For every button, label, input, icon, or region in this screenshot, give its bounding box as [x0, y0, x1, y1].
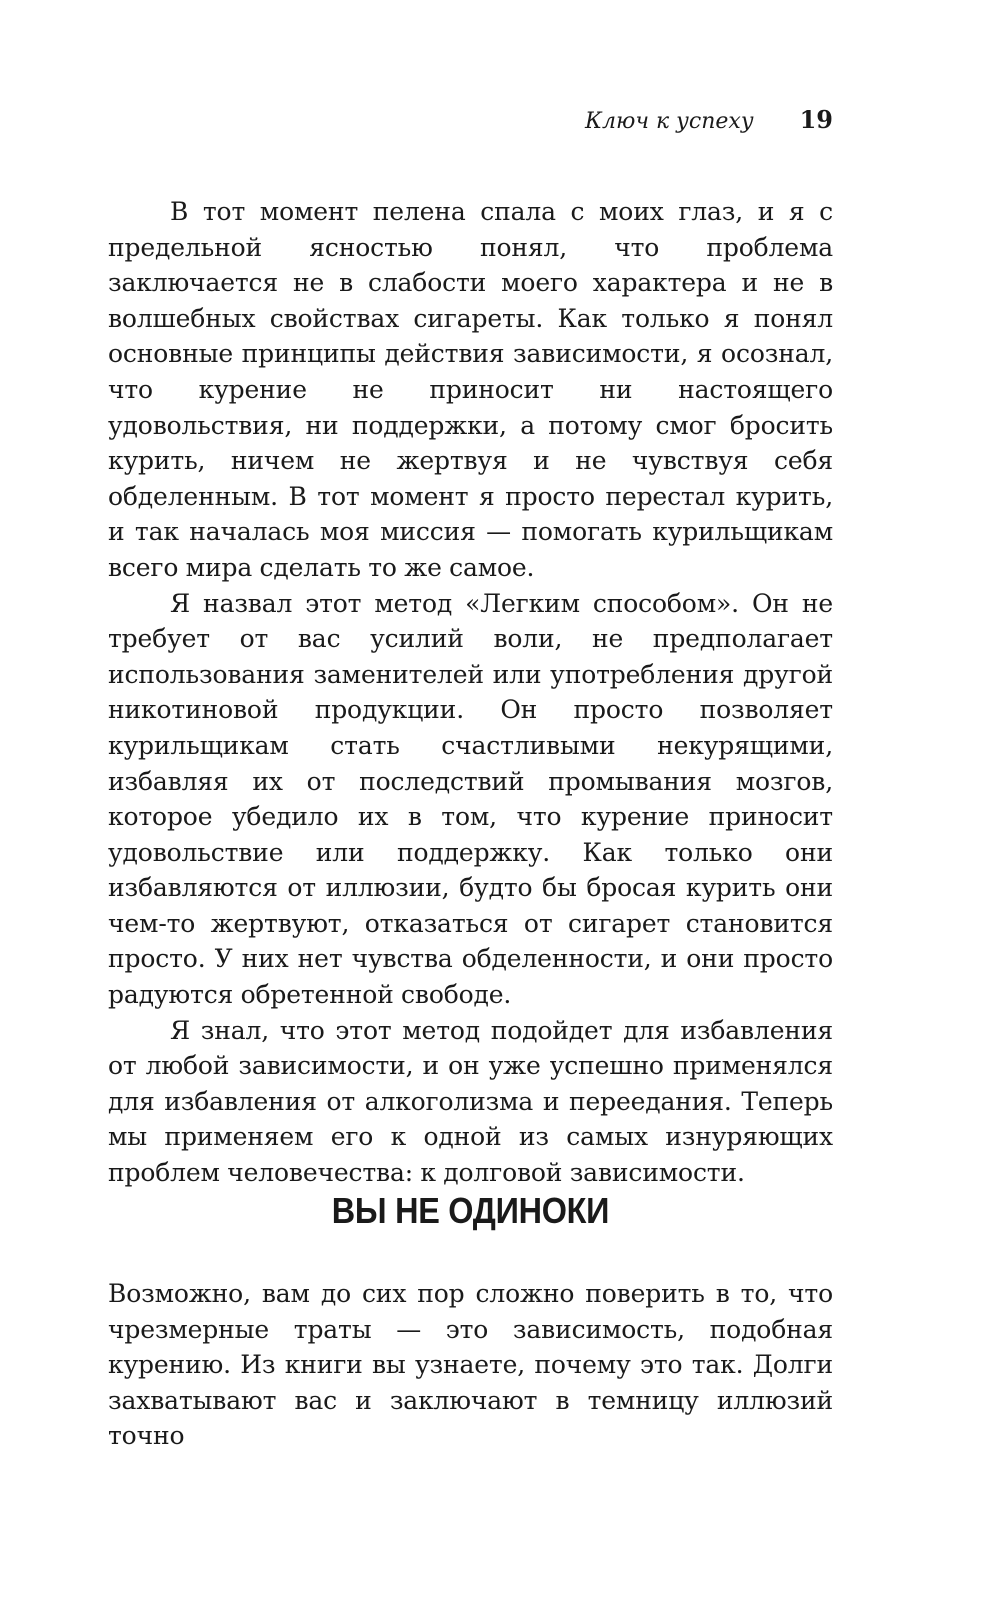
section-paragraph: Возможно, вам до сих пор сложно поверить в то, что чрезмерные траты — это зависимость, подобная курению. Из книги вы узнаете, почему это так. Долги захватывают вас и заключают в темницу иллюзий точно [108, 1279, 833, 1451]
running-title: Ключ к успеху [584, 109, 754, 134]
main-text [108, 194, 833, 1191]
running-head [108, 105, 833, 134]
paragraph-2: Я назвал этот метод «Легким способом». Он не требует от вас усилий воли, не предполагает использования заменителей или употребления другой никотиновой продукции. Он просто позволяет курильщикам стать счастливыми некурящими, избавляя их от последствий промывания мозгов, которое убедило их в том, что курение приносит удовольствие или поддержку. Как только они избавляются от иллюзии, будто бы бросая курить они чем-то жертвуют, отказаться от сигарет становится просто. У них нет чувства обделенности, и они просто радуются обретенной свободе. [108, 588, 833, 1010]
page-number: 19 [799, 105, 833, 134]
section-text [108, 1276, 833, 1454]
section-heading: ВЫ НЕ ОДИНОКИ [331, 1190, 610, 1231]
paragraph-1: В тот момент пелена спала с моих глаз, и я с предельной ясностью понял, что проблема заключается не в слабости моего характера и не в волшебных свойствах сигареты. Как только я понял основные принципы действия зависимости, я осознал, что курение не приносит ни настоящего удовольствия, ни поддержки, а потому смог бросить курить, ничем не жертвуя и не чувствуя себя обделенным. В тот момент я просто перестал курить, и так началась моя миссия — помогать курильщикам всего мира сделать то же самое. [108, 197, 833, 582]
paragraph-3: Я знал, что этот метод подойдет для избавления от любой зависимости, и он уже успешно применялся для избавления от алкоголизма и переедания. Теперь мы применяем его к одной из самых изнуряющих проблем человечества: к долговой зависимости. [108, 1015, 833, 1188]
